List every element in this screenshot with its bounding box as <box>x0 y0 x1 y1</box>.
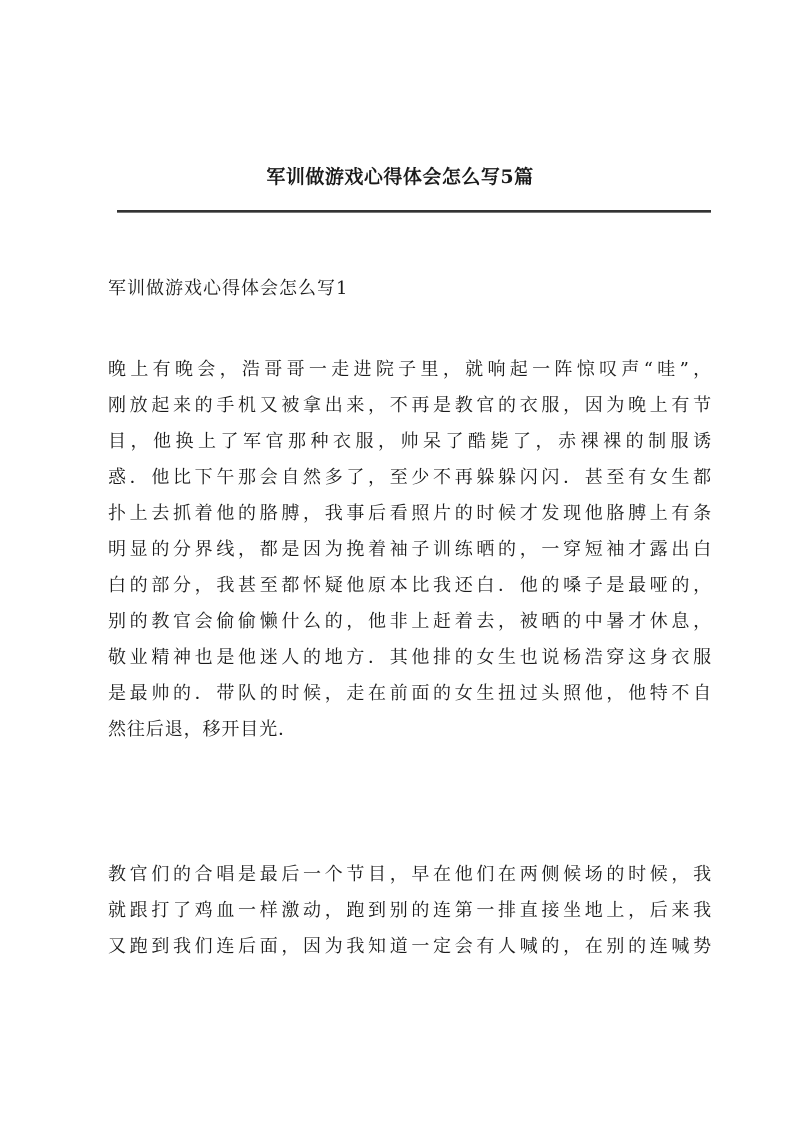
paragraph-line: 就跟打了鸡血一样激动，跑到别的连第一排直接坐地上，后来我 <box>108 900 712 921</box>
paragraph-line: 教官们的合唱是最后一个节目，早在他们在两侧候场的时候，我 <box>108 864 712 885</box>
paragraph-line: 是最帅的．带队的时候，走在前面的女生扭过头照他，他特不自 <box>108 683 712 704</box>
title-divider <box>117 210 711 213</box>
paragraph-line: 白的部分，我甚至都怀疑他原本比我还白．他的嗓子是最哑的， <box>108 575 712 596</box>
section-heading: 军训做游戏心得体会怎么写1 <box>108 278 349 299</box>
document-title: 军训做游戏心得体会怎么写5篇 <box>266 166 534 188</box>
paragraph-line: 惑．他比下午那会自然多了，至少不再躲躲闪闪．甚至有女生都 <box>108 467 712 488</box>
paragraph-line: 刚放起来的手机又被拿出来，不再是教官的衣服，因为晚上有节 <box>108 395 712 416</box>
paragraph-line: 晚上有晚会，浩哥哥一走进院子里，就响起一阵惊叹声“哇”， <box>108 359 712 380</box>
paragraph-line: 明显的分界线，都是因为挽着袖子训练晒的，一穿短袖才露出白 <box>108 539 712 560</box>
paragraph-line: 别的教官会偷偷懒什么的，他非上赶着去，被晒的中暑才休息， <box>108 611 712 632</box>
paragraph-line: 扑上去抓着他的胳膊，我事后看照片的时候才发现他胳膊上有条 <box>108 503 712 524</box>
paragraph-line: 目，他换上了军官那种衣服，帅呆了酷毙了，赤裸裸的制服诱 <box>108 431 712 452</box>
paragraph-line: 敬业精神也是他迷人的地方．其他排的女生也说杨浩穿这身衣服 <box>108 647 712 668</box>
paragraph-1 <box>108 352 712 748</box>
paragraph-line: 然往后退，移开目光． <box>108 719 297 740</box>
paragraph-line: 又跑到我们连后面，因为我知道一定会有人喊的，在别的连喊势 <box>108 936 712 957</box>
paragraph-2 <box>108 857 712 965</box>
